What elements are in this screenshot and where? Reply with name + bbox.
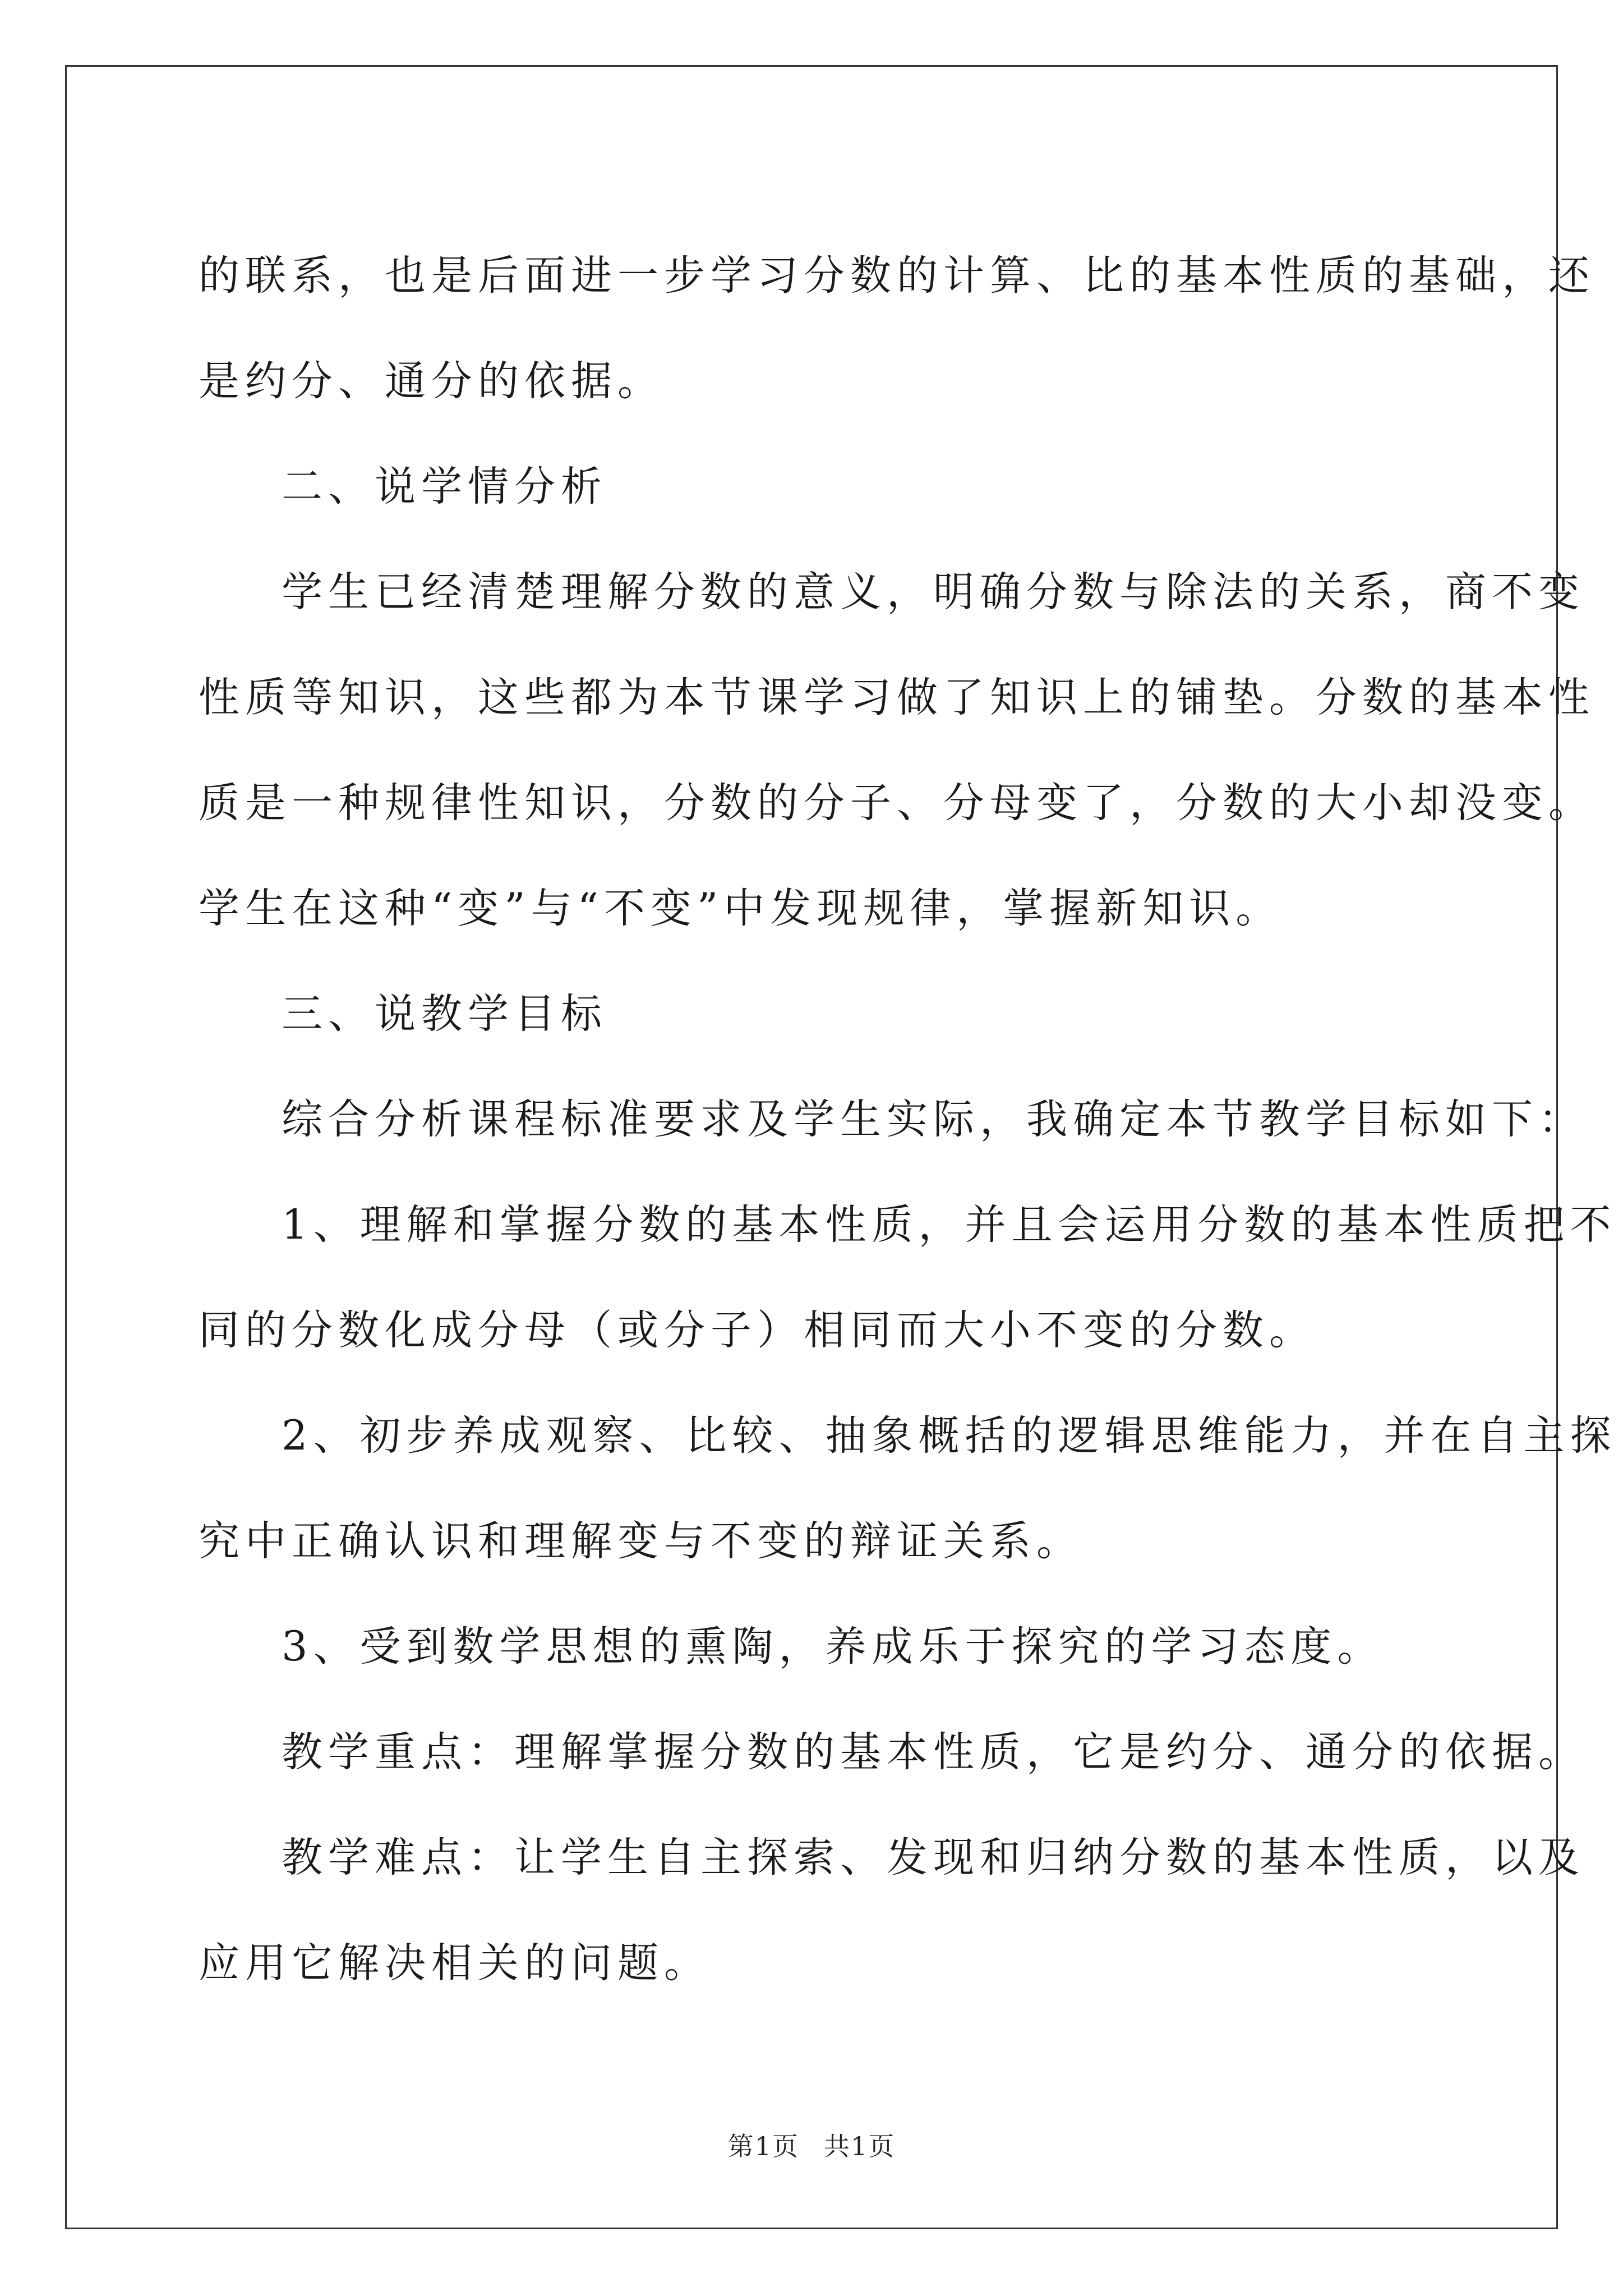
text-line: 性质等知识，这些都为本节课学习做了知识上的铺垫。分数的基本性 (199, 674, 1595, 721)
text-line: 的联系，也是后面进一步学习分数的计算、比的基本性质的基础，还 (199, 252, 1595, 300)
difficulty-line: 教学难点：让学生自主探索、发现和归纳分数的基本性质，以及 (282, 1834, 1585, 1881)
text-line: 质是一种规律性知识，分数的分子、分母变了，分数的大小却没变。 (199, 779, 1595, 827)
text-line: 学生已经清楚理解分数的意义，明确分数与除法的关系，商不变 (282, 568, 1585, 616)
text-line: 是约分、通分的依据。 (199, 357, 664, 405)
text-line: 应用它解决相关的问题。 (199, 1939, 711, 1987)
text-line: 究中正确认识和理解变与不变的辩证关系。 (199, 1517, 1083, 1565)
list-item: 3、受到数学思想的熏陶，养成乐于探究的学习态度。 (282, 1623, 1384, 1671)
list-item: 1、理解和掌握分数的基本性质，并且会运用分数的基本性质把不 (282, 1201, 1617, 1249)
page-number: 第1页 (727, 2131, 799, 2161)
text-line: 学生在这种“变”与“不变”中发现规律，掌握新知识。 (199, 885, 1283, 932)
section-heading: 二、说学情分析 (282, 463, 607, 510)
page-footer (0, 2126, 1623, 2163)
section-heading: 三、说教学目标 (282, 990, 607, 1038)
text-line: 同的分数化成分母（或分子）相同而大小不变的分数。 (199, 1306, 1316, 1354)
key-point-line: 教学重点：理解掌握分数的基本性质，它是约分、通分的依据。 (282, 1728, 1585, 1776)
page-total: 共1页 (824, 2131, 896, 2161)
text-line: 综合分析课程标准要求及学生实际，我确定本节教学目标如下： (282, 1096, 1585, 1143)
list-item: 2、初步养成观察、比较、抽象概括的逻辑思维能力，并在自主探 (282, 1412, 1617, 1460)
